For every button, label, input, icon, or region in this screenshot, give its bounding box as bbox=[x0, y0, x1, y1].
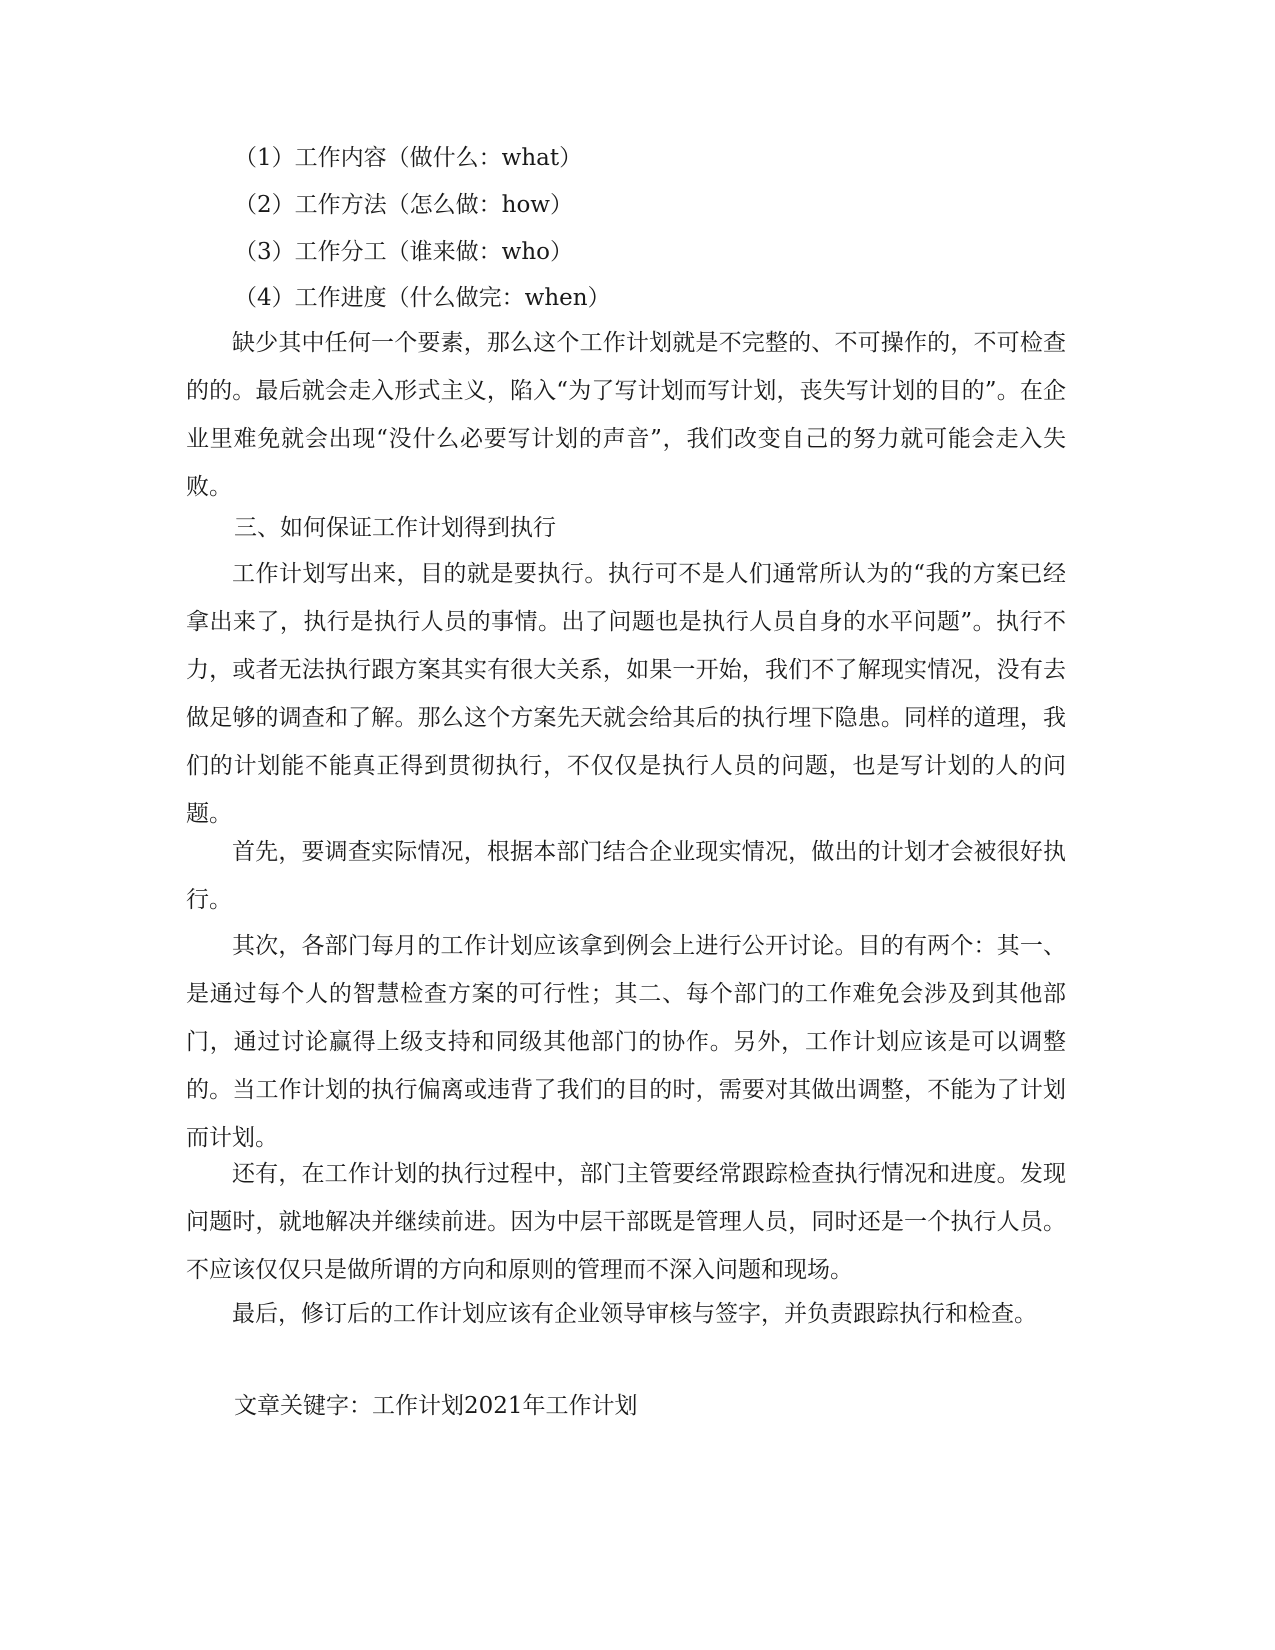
paragraph-second: 其次，各部门每月的工作计划应该拿到例会上进行公开讨论。目的有两个：其一、是通过每个人的智慧检查方案的可行性；其二、每个部门的工作难免会涉及到其他部门，通过讨论赢得上级支持和同级其他部门的协作。另外，工作计划应该是可以调整的。当工作计划的执行偏离或违背了我们的目的时，需要对其做出调整，不能为了计划而计划。 bbox=[186, 933, 1066, 1151]
list-item-progress: （4）工作进度（什么做完：when） bbox=[234, 285, 611, 311]
paragraph-third: 还有，在工作计划的执行过程中，部门主管要经常跟踪检查执行情况和进度。发现问题时，就地解决并继续前进。因为中层干部既是管理人员，同时还是一个执行人员。不应该仅仅只是做所谓的方向和原则的管理而不深入问题和现场。 bbox=[186, 1161, 1066, 1283]
list-item-content: （1）工作内容（做什么：what） bbox=[234, 145, 583, 171]
paragraph-missing-elements: 缺少其中任何一个要素，那么这个工作计划就是不完整的、不可操作的，不可检查的的。最后就会走入形式主义，陷入“为了写计划而写计划，丧失写计划的目的”。在企业里难免就会出现“没什么必要写计划的声音”，我们改变自己的努力就可能会走入失败。 bbox=[186, 330, 1066, 500]
list-item-method: （2）工作方法（怎么做：how） bbox=[234, 192, 573, 218]
section-heading: 三、如何保证工作计划得到执行 bbox=[234, 515, 556, 541]
paragraph-first: 首先，要调查实际情况，根据本部门结合企业现实情况，做出的计划才会被很好执行。 bbox=[186, 839, 1066, 913]
paragraph-last: 最后，修订后的工作计划应该有企业领导审核与签字，并负责跟踪执行和检查。 bbox=[232, 1301, 1037, 1327]
list-item-division: （3）工作分工（谁来做：who） bbox=[234, 239, 573, 265]
paragraph-execution: 工作计划写出来，目的就是要执行。执行可不是人们通常所认为的“我的方案已经拿出来了，执行是执行人员的事情。出了问题也是执行人员自身的水平问题”。执行不力，或者无法执行跟方案其实有很大关系，如果一开始，我们不了解现实情况，没有去做足够的调查和了解。那么这个方案先天就会给其后的执行埋下隐患。同样的道理，我们的计划能不能真正得到贯彻执行，不仅仅是执行人员的问题，也是写计划的人的问题。 bbox=[186, 561, 1066, 827]
article-keywords: 文章关键字：工作计划2021年工作计划 bbox=[234, 1393, 638, 1419]
